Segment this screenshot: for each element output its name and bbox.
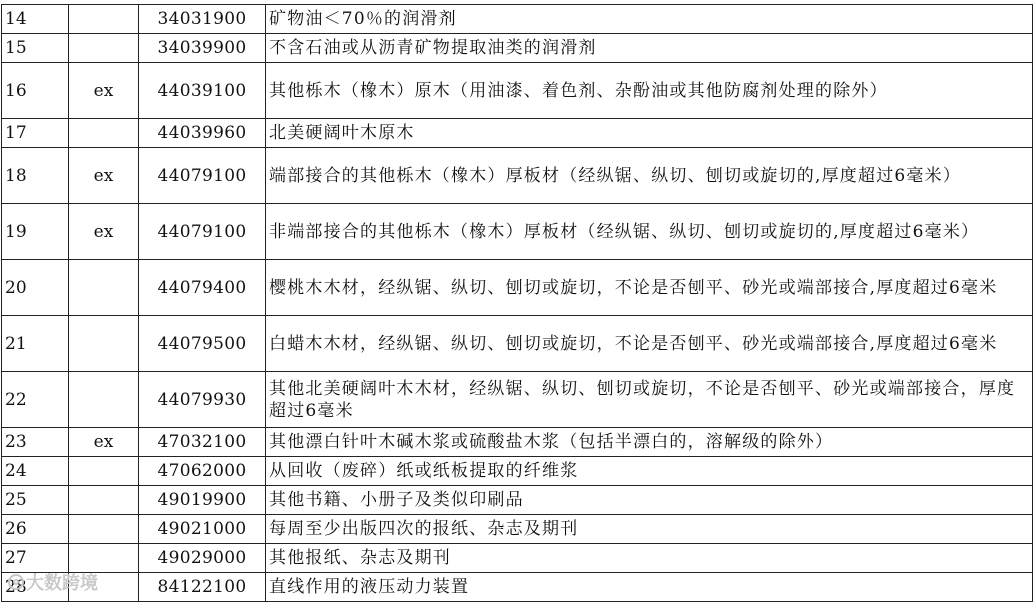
tariff-code-cell: 44079400 [139, 260, 266, 316]
row-number-cell: 18 [2, 148, 69, 204]
table-row [2, 544, 1033, 573]
table-body [2, 5, 1033, 602]
description-cell: 直线作用的液压动力装置 [266, 573, 1033, 602]
table-row [2, 148, 1033, 204]
ex-marker-cell: ex [69, 63, 139, 119]
table-row [2, 515, 1033, 544]
row-number-cell: 22 [2, 372, 69, 428]
ex-marker-cell: ex [69, 428, 139, 457]
description-cell: 其他书籍、小册子及类似印刷品 [266, 486, 1033, 515]
table-row [2, 204, 1033, 260]
ex-marker-cell [69, 316, 139, 372]
table-row [2, 316, 1033, 372]
tariff-code-cell: 44079500 [139, 316, 266, 372]
ex-marker-cell [69, 34, 139, 63]
description-cell: 每周至少出版四次的报纸、杂志及期刊 [266, 515, 1033, 544]
tariff-code-cell: 47032100 [139, 428, 266, 457]
row-number-cell: 26 [2, 515, 69, 544]
ex-marker-cell: ex [69, 148, 139, 204]
tariff-code-cell: 47062000 [139, 457, 266, 486]
description-cell: 樱桃木木材，经纵锯、纵切、刨切或旋切，不论是否刨平、砂光或端部接合,厚度超过6毫米 [266, 260, 1033, 316]
tariff-code-cell: 49029000 [139, 544, 266, 573]
table-row [2, 34, 1033, 63]
table-row [2, 119, 1033, 148]
table-row [2, 372, 1033, 428]
tariff-code-cell: 49021000 [139, 515, 266, 544]
row-number-cell: 17 [2, 119, 69, 148]
ex-marker-cell [69, 486, 139, 515]
ex-marker-cell [69, 457, 139, 486]
description-cell: 其他漂白针叶木碱木浆或硫酸盐木浆（包括半漂白的，溶解级的除外） [266, 428, 1033, 457]
ex-marker-cell [69, 544, 139, 573]
table-row [2, 573, 1033, 602]
ex-marker-cell [69, 573, 139, 602]
tariff-code-cell: 44079100 [139, 148, 266, 204]
tariff-code-cell: 84122100 [139, 573, 266, 602]
row-number-cell: 20 [2, 260, 69, 316]
ex-marker-cell [69, 119, 139, 148]
ex-marker-cell [69, 5, 139, 34]
description-cell: 其他栎木（橡木）原木（用油漆、着色剂、杂酚油或其他防腐剂处理的除外） [266, 63, 1033, 119]
tariff-code-cell: 34039900 [139, 34, 266, 63]
row-number-cell: 21 [2, 316, 69, 372]
tariff-code-cell: 44039960 [139, 119, 266, 148]
row-number-cell: 19 [2, 204, 69, 260]
row-number-cell: 24 [2, 457, 69, 486]
table-row [2, 457, 1033, 486]
ex-marker-cell [69, 372, 139, 428]
table-row [2, 260, 1033, 316]
description-cell: 矿物油＜70％的润滑剂 [266, 5, 1033, 34]
tariff-code-cell: 34031900 [139, 5, 266, 34]
description-cell: 其他报纸、杂志及期刊 [266, 544, 1033, 573]
description-cell: 白蜡木木材，经纵锯、纵切、刨切或旋切，不论是否刨平、砂光或端部接合,厚度超过6毫米 [266, 316, 1033, 372]
row-number-cell: 14 [2, 5, 69, 34]
tariff-table [1, 4, 1033, 602]
row-number-cell: 16 [2, 63, 69, 119]
row-number-cell: 28 [2, 573, 69, 602]
description-cell: 北美硬阔叶木原木 [266, 119, 1033, 148]
table-row [2, 5, 1033, 34]
description-cell: 端部接合的其他栎木（橡木）厚板材（经纵锯、纵切、刨切或旋切的,厚度超过6毫米） [266, 148, 1033, 204]
description-cell: 非端部接合的其他栎木（橡木）厚板材（经纵锯、纵切、刨切或旋切的,厚度超过6毫米） [266, 204, 1033, 260]
tariff-code-cell: 49019900 [139, 486, 266, 515]
tariff-code-cell: 44079930 [139, 372, 266, 428]
watermark-text: 大数跨境 [26, 573, 98, 594]
description-cell: 从回收（废碎）纸或纸板提取的纤维浆 [266, 457, 1033, 486]
tariff-code-cell: 44079100 [139, 204, 266, 260]
description-cell: 其他北美硬阔叶木木材，经纵锯、纵切、刨切或旋切，不论是否刨平、砂光或端部接合，厚度超过6毫米 [266, 372, 1033, 428]
ex-marker-cell: ex [69, 204, 139, 260]
row-number-cell: 27 [2, 544, 69, 573]
row-number-cell: 25 [2, 486, 69, 515]
description-cell: 不含石油或从沥青矿物提取油类的润滑剂 [266, 34, 1033, 63]
row-number-cell: 15 [2, 34, 69, 63]
row-number-cell: 23 [2, 428, 69, 457]
table-row [2, 428, 1033, 457]
table-row [2, 63, 1033, 119]
ex-marker-cell [69, 260, 139, 316]
table-row [2, 486, 1033, 515]
ex-marker-cell [69, 515, 139, 544]
tariff-code-cell: 44039100 [139, 63, 266, 119]
